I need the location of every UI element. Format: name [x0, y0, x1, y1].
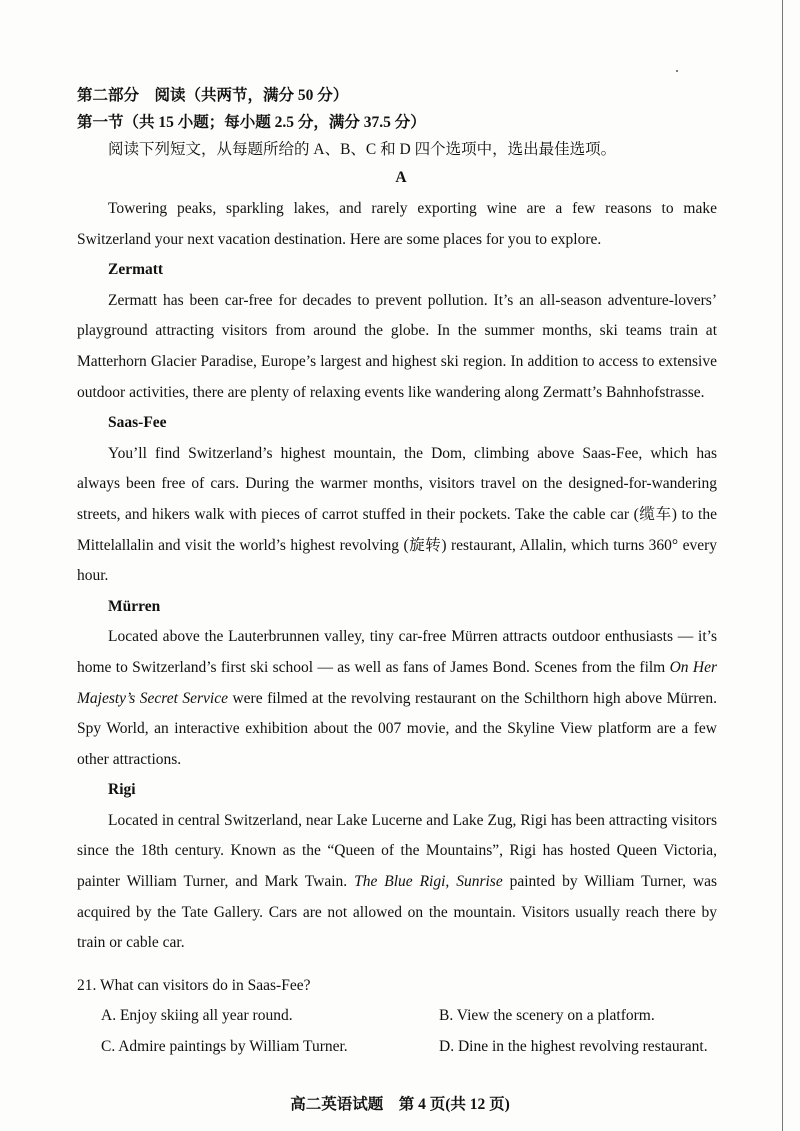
passage-letter: A	[395, 169, 407, 186]
scan-edge-line	[782, 0, 783, 1131]
murren-text-2: were filmed at the revolving restaurant on the Schilthorn high above Mürren. Spy World, an interactive exhibition about the 007 movie, and the Skyline View platform are a few other attractions.	[77, 689, 717, 768]
rigi-text-1: Located in central Switzerland, near Lake Lucerne and Lake Zug, Rigi has been attracting visitors since the 18th century. Known as the “Queen of the Mountains”, Rigi has hosted Queen Victoria, painter William Turner, and Mark Twain.	[77, 811, 717, 891]
zermatt-paragraph: Zermatt has been car-free for decades to prevent pollution. It’s an all-season adventure-lovers’ playground attracting visitors from around the globe. In the summer months, ski teams train at Matterhorn Glacier Paradise, Europe’s largest and highest ski region. In addition to access to extensive outdoor activities, there are plenty of relaxing events like wandering along Zermatt’s Bahnhofstrasse.	[77, 291, 717, 401]
murren-heading: Mürren	[108, 597, 161, 615]
painting-title: The Blue Rigi, Sunrise	[354, 873, 503, 891]
option-c: C. Admire paintings by William Turner.	[101, 1038, 348, 1056]
question-stem: 21. What can visitors do in Saas-Fee?	[77, 976, 311, 994]
directions: 阅读下列短文，从每题所给的 A、B、C 和 D 四个选项中，选出最佳选项。	[108, 141, 617, 158]
page-footer: 高二英语试题 第 4 页(共 12 页)	[290, 1096, 510, 1113]
scan-speck	[676, 70, 678, 72]
saas-fee-paragraph: You’ll find Switzerland’s highest mountain, the Dom, climbing above Saas-Fee, which has always been free of cars. During the warmer months, visitors travel on the designed-for-wandering streets, and hikers walk with pieces of carrot stuffed in their pockets. Take the cable car (缆车) to the Mittelallalin and visit the world’s highest revolving (旋转) restaurant, Allalin, which turns 360° every hour.	[77, 444, 717, 585]
zermatt-heading: Zermatt	[108, 261, 164, 279]
section-title: 第一节（共 15 小题；每小题 2.5 分，满分 37.5 分）	[77, 114, 426, 131]
rigi-paragraph	[77, 806, 717, 959]
rigi-heading: Rigi	[108, 781, 136, 799]
rigi-text-2: painted by William Turner, was acquired by the Tate Gallery. Cars are not allowed on the mountain. Visitors usually reach there by train or cable car.	[77, 873, 717, 952]
option-a: A. Enjoy skiing all year round.	[101, 1007, 293, 1025]
option-d: D. Dine in the highest revolving restaurant.	[439, 1038, 708, 1056]
exam-page	[77, 82, 717, 1063]
question-options	[77, 1001, 717, 1062]
option-b: B. View the scenery on a platform.	[439, 1007, 655, 1025]
part-title: 第二部分 阅读（共两节，满分 50 分）	[77, 87, 349, 104]
saas-fee-heading: Saas-Fee	[108, 414, 167, 432]
murren-paragraph	[77, 622, 717, 775]
film-title: On Her Majesty’s Secret Service	[77, 658, 717, 707]
murren-text-1: Located above the Lauterbrunnen valley, tiny car-free Mürren attracts outdoor enthusiasts — it’s home to Switzerland’s first ski school — as well as fans of James Bond. Scenes from the film	[77, 628, 717, 676]
intro-paragraph: Towering peaks, sparkling lakes, and rarely exporting wine are a few reasons to make Switzerland your next vacation destination. Here are some places for you to explore.	[77, 200, 717, 248]
